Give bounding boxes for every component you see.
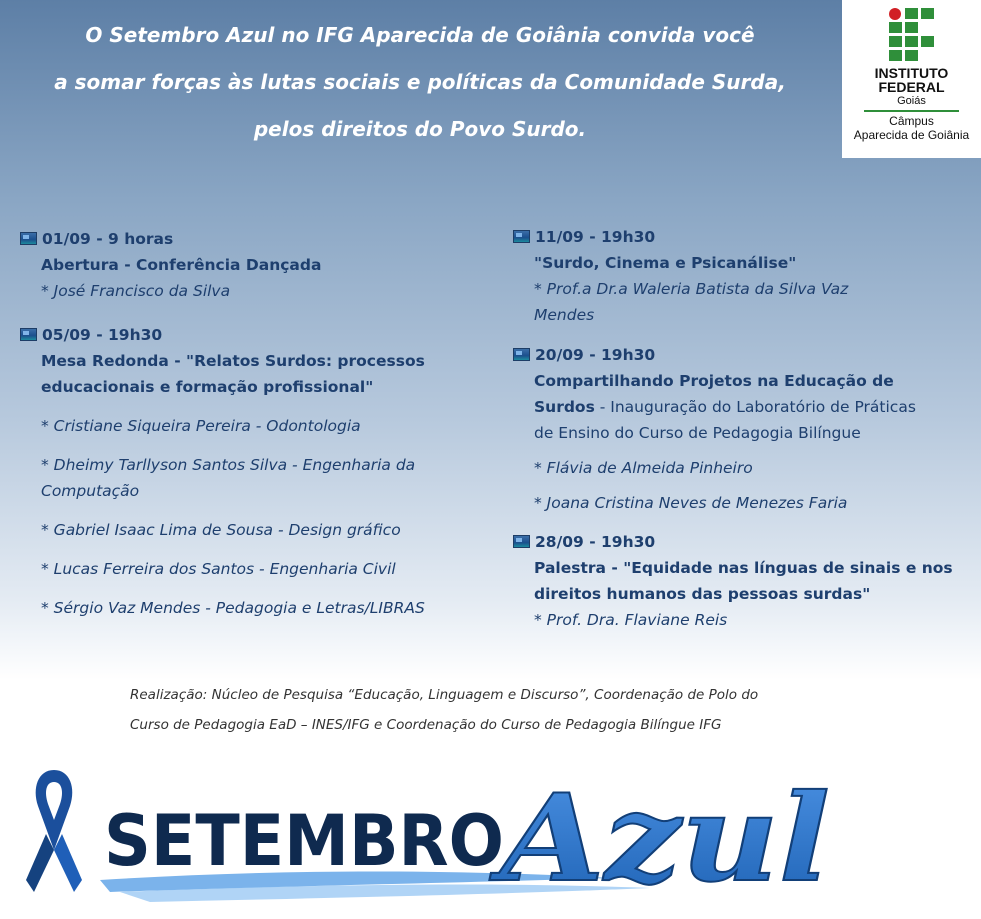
- ifg-logo-mark: [889, 8, 935, 64]
- wordmark-azul: Azul: [488, 770, 830, 909]
- event-date: 05/09 - 19h30: [42, 326, 163, 344]
- calendar-bullet-icon: [513, 348, 530, 361]
- logo-line-goias: Goiás: [897, 95, 926, 107]
- logo-line-federal: FEDERAL: [878, 79, 945, 95]
- event-person: * José Francisco da Silva: [41, 282, 231, 300]
- event-title-line-1: Palestra - "Equidade nas línguas de sinais e nos: [534, 559, 953, 577]
- calendar-bullet-icon: [513, 230, 530, 243]
- logo-line-campus: Câmpus: [889, 114, 934, 128]
- event-2009: [513, 342, 963, 516]
- footer-line-2: Curso de Pedagogia EaD – INES/IFG e Coordenação do Curso de Pedagogia Bilíngue IFG: [130, 717, 722, 733]
- event-person: * Gabriel Isaac Lima de Sousa - Design gráfico: [41, 521, 401, 539]
- invitation-header: [20, 12, 820, 153]
- event-2809: [513, 529, 963, 633]
- event-title: "Surdo, Cinema e Psicanálise": [534, 254, 797, 272]
- header-line-3: pelos direitos do Povo Surdo.: [253, 117, 587, 141]
- event-title-line-1: Compartilhando Projetos na Educação de: [534, 372, 894, 390]
- event-0109: [20, 226, 490, 304]
- organizers-footer: [130, 680, 890, 740]
- ifg-logo: [842, 0, 981, 158]
- header-line-2: a somar forças às lutas sociais e políticas da Comunidade Surda,: [54, 70, 786, 94]
- event-person: * Prof. Dra. Flaviane Reis: [534, 611, 728, 629]
- event-person: * Flávia de Almeida Pinheiro: [534, 459, 753, 477]
- event-title-line-1: Mesa Redonda - "Relatos Surdos: processos: [41, 352, 425, 370]
- events-left-column: [20, 226, 490, 621]
- logo-divider: [864, 110, 959, 112]
- event-person-continued: Computação: [41, 482, 140, 500]
- event-date: 01/09 - 9 horas: [42, 230, 174, 248]
- event-title: Abertura - Conferência Dançada: [41, 256, 322, 274]
- event-0509: [20, 322, 490, 621]
- footer-line-1: Realização: Núcleo de Pesquisa “Educação, Linguagem e Discurso”, Coordenação de Polo do: [130, 687, 759, 703]
- event-person: * Joana Cristina Neves de Menezes Faria: [534, 494, 848, 512]
- event-person-continued: Mendes: [534, 306, 595, 324]
- event-title-line-2: Surdos: [534, 398, 595, 416]
- event-description: - Inauguração do Laboratório de Práticas: [594, 398, 916, 416]
- event-date: 28/09 - 19h30: [535, 533, 656, 551]
- event-date: 20/09 - 19h30: [535, 346, 656, 364]
- event-person: * Dheimy Tarllyson Santos Silva - Engenharia da: [41, 456, 416, 474]
- logo-line-campus-name: Aparecida de Goiânia: [853, 128, 970, 142]
- event-person: * Sérgio Vaz Mendes - Pedagogia e Letras/LIBRAS: [41, 599, 425, 617]
- event-person: * Lucas Ferreira dos Santos - Engenharia Civil: [41, 560, 396, 578]
- event-date: 11/09 - 19h30: [535, 228, 656, 246]
- logo-line-instituto: INSTITUTO: [874, 65, 949, 81]
- event-1109: [513, 224, 963, 328]
- event-description-line-2: de Ensino do Curso de Pedagogia Bilíngue: [534, 424, 861, 442]
- awareness-ribbon-icon: [20, 762, 90, 902]
- event-title-line-2: educacionais e formação profissional": [41, 378, 374, 396]
- events-right-column: [513, 224, 963, 633]
- calendar-bullet-icon: [20, 328, 37, 341]
- event-title-line-2: direitos humanos das pessoas surdas": [534, 585, 871, 603]
- calendar-bullet-icon: [513, 535, 530, 548]
- event-person: * Cristiane Siqueira Pereira - Odontologia: [41, 417, 361, 435]
- setembro-azul-wordmark: [90, 770, 950, 910]
- calendar-bullet-icon: [20, 232, 37, 245]
- header-line-1: O Setembro Azul no IFG Aparecida de Goiânia convida você: [85, 23, 755, 47]
- wordmark-setembro: SETEMBRO: [104, 800, 504, 882]
- event-person: * Prof.a Dr.a Waleria Batista da Silva Vaz: [534, 280, 849, 298]
